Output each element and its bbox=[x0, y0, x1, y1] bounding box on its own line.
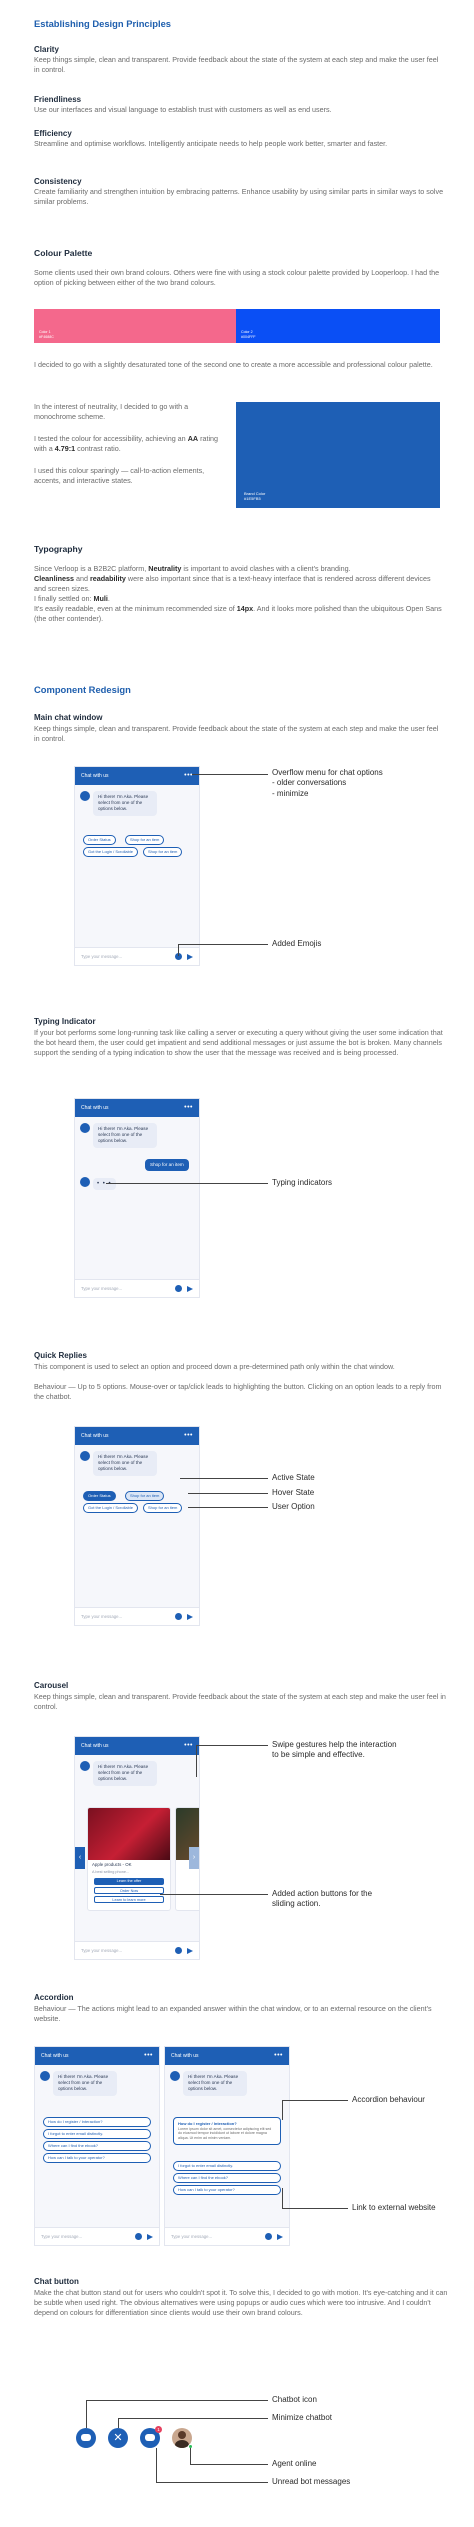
chat-input-placeholder: Type your message... bbox=[81, 1285, 123, 1291]
palette-heading: Colour Palette bbox=[34, 248, 93, 258]
swatch-color-1 bbox=[34, 309, 236, 343]
accordion-item[interactable]: I forgot to enter email distinctly. bbox=[43, 2129, 151, 2139]
palette-sparingly: I used this colour sparingly — call-to-action elements, accents, and interactive states. bbox=[34, 466, 205, 486]
typing-text: If your bot performs some long-running task like calling a server or executing a query without giving the user some indication that the bot heard them, the user could get impatient and send additional messages or just assume the bot is broken. Many channels support the sending of a typing indication to show the user that the message was received and is being processed. bbox=[34, 1028, 443, 1058]
annotation-line bbox=[86, 2400, 87, 2428]
quick-replies-text: This component is used to select an option and proceed down a pre-determined path only within the chat window. bbox=[34, 1362, 395, 1371]
palette-decision: I decided to go with a slightly desaturated tone of the second one to create a more accessible and professional colour palette. bbox=[34, 360, 433, 369]
principle-text: Create familiarity and strengthen intuition by embracing patterns. Enhance usability by using similar parts in similar ways to solve similar problems. bbox=[34, 187, 444, 207]
minimize-chatbot-button[interactable]: ✕ bbox=[108, 2428, 128, 2448]
principle-efficiency bbox=[34, 128, 444, 149]
chat-input[interactable] bbox=[75, 947, 199, 965]
chat-window-accordion-expanded bbox=[164, 2046, 290, 2246]
annotation-user-option: User Option bbox=[272, 1502, 315, 1511]
annotation-minimize: Minimize chatbot bbox=[272, 2413, 333, 2422]
quick-replies-behaviour: Behaviour — Up to 5 options. Mouse-over or tap/click leads to highlighting the button. Clicking on an option leads to a reply from the chatbot. bbox=[34, 1382, 442, 1402]
chat-input[interactable] bbox=[75, 1279, 199, 1297]
annotation-external-link: Link to external website bbox=[352, 2203, 436, 2212]
chat-window-quick-replies bbox=[74, 1426, 200, 1626]
main-window-text: Keep things simple, clean and transparent. Provide feedback about the state of the system at each step and make the user feel in control. bbox=[34, 724, 439, 744]
bot-avatar bbox=[80, 1761, 90, 1771]
annotation-swipe: Swipe gestures help the interaction to be simple and effective. bbox=[272, 1740, 397, 1760]
annotation-line bbox=[282, 2188, 283, 2208]
card-title: Apple products - OK bbox=[92, 1862, 132, 1867]
annotation-line bbox=[156, 2448, 157, 2482]
product-image bbox=[88, 1808, 170, 1860]
chatbot-launcher-button[interactable] bbox=[76, 2428, 96, 2448]
send-icon[interactable] bbox=[187, 1948, 193, 1954]
annotation-line bbox=[190, 2448, 191, 2464]
annotation-line bbox=[282, 2100, 348, 2101]
carousel-heading: Carousel bbox=[34, 1681, 69, 1690]
typography-line: I finally settled on: Muli. bbox=[34, 594, 110, 604]
annotation-active: Active State bbox=[272, 1473, 315, 1482]
typography-heading: Typography bbox=[34, 544, 83, 554]
bot-message: Hi there! I'm Aka. Please select from one of the options below. bbox=[93, 1123, 157, 1148]
typography-body bbox=[34, 564, 444, 624]
accordion-text: Behaviour — The actions might lead to an expanded answer within the chat window, or to an external resource on the client's website. bbox=[34, 2004, 432, 2024]
overflow-menu-icon[interactable]: ••• bbox=[144, 2052, 153, 2060]
chatbot-icon bbox=[81, 2434, 91, 2441]
chat-input[interactable] bbox=[75, 1607, 199, 1625]
annotation-line bbox=[196, 1745, 197, 1777]
quick-reply-option[interactable]: Got the Login / Scrollable bbox=[83, 1503, 138, 1513]
annotation-typing: Typing indicators bbox=[272, 1178, 333, 1187]
chat-input-placeholder: Type your message... bbox=[41, 2233, 83, 2239]
quick-reply-active[interactable]: Order Status bbox=[83, 1491, 116, 1501]
bot-avatar bbox=[80, 1123, 90, 1133]
accordion-item[interactable]: I forgot to enter email distinctly. bbox=[173, 2161, 281, 2171]
chat-header bbox=[165, 2047, 289, 2065]
typography-line: It's easily readable, even at the minimum recommended size of 14px. And it looks more polished than the ubiquitous Open Sans (the other contender). bbox=[34, 604, 442, 624]
quick-reply-option[interactable]: Got the Login / Scrollable bbox=[83, 847, 138, 857]
chatbot-icon bbox=[145, 2434, 155, 2441]
carousel-next-arrow-icon[interactable]: › bbox=[189, 1847, 199, 1869]
annotation-emojis: Added Emojis bbox=[272, 939, 322, 948]
emoji-icon[interactable] bbox=[175, 1947, 182, 1954]
chat-input[interactable] bbox=[35, 2227, 159, 2245]
main-window-heading: Main chat window bbox=[34, 713, 103, 722]
swatch-label: Brand Color #1E5FB5 bbox=[244, 491, 266, 502]
annotation-line bbox=[156, 2482, 268, 2483]
annotation-line bbox=[86, 2400, 268, 2401]
swatch-brand bbox=[236, 402, 440, 508]
chat-header bbox=[75, 1737, 199, 1755]
user-message: Shop for an item bbox=[145, 1159, 189, 1171]
principle-title: Consistency bbox=[34, 177, 82, 186]
annotation-line bbox=[282, 2100, 283, 2120]
principle-text: Use our interfaces and visual language to establish trust with customers as well as end users. bbox=[34, 105, 332, 115]
chatbot-unread-button[interactable] bbox=[140, 2428, 160, 2448]
annotation-action-buttons: Added action buttons for the sliding action. bbox=[272, 1889, 373, 1909]
typography-line: Since Verloop is a B2B2C platform, Neutrality is important to avoid clashes with a client's branding. bbox=[34, 564, 351, 573]
palette-tested: I tested the colour for accessibility, achieving an AA rating with a 4.79:1 contrast ratio. bbox=[34, 434, 219, 454]
accordion-heading: Accordion bbox=[34, 1993, 74, 2002]
quick-reply-option[interactable]: Shop for an item bbox=[125, 835, 164, 845]
annotation-line bbox=[196, 1745, 268, 1746]
principle-title: Friendliness bbox=[34, 95, 82, 104]
carousel-prev-arrow-icon[interactable]: ‹ bbox=[75, 1847, 85, 1869]
bot-avatar bbox=[80, 1451, 90, 1461]
chat-header bbox=[75, 1427, 199, 1445]
annotation-line bbox=[178, 944, 268, 945]
swatch-label: Color 2 #004FFF bbox=[241, 330, 256, 339]
chat-input-placeholder: Type your message... bbox=[81, 1947, 123, 1953]
accordion-item[interactable]: How do I register / Interaction? bbox=[43, 2117, 151, 2127]
chat-header bbox=[75, 767, 199, 785]
annotation-line bbox=[188, 1493, 268, 1494]
bot-avatar bbox=[80, 791, 90, 801]
annotation-line bbox=[106, 1183, 268, 1184]
chat-header bbox=[35, 2047, 159, 2065]
chat-window-main bbox=[74, 766, 200, 966]
emoji-icon[interactable] bbox=[175, 1613, 182, 1620]
chat-window-accordion-collapsed bbox=[34, 2046, 160, 2246]
quick-reply-option[interactable]: Order Status bbox=[83, 835, 116, 845]
card-action-button[interactable]: Learn to learn more bbox=[94, 1896, 164, 1903]
annotation-line bbox=[190, 2464, 268, 2465]
bot-avatar bbox=[80, 1177, 90, 1187]
swatch-color-2 bbox=[236, 309, 440, 343]
annotation-line bbox=[180, 1478, 268, 1479]
principle-title: Clarity bbox=[34, 45, 59, 54]
bot-avatar bbox=[170, 2071, 180, 2081]
agent-avatar-head bbox=[178, 2431, 186, 2439]
quick-reply-option[interactable]: Shop for an item bbox=[143, 847, 182, 857]
annotation-agent-online: Agent online bbox=[272, 2459, 317, 2468]
annotation-line bbox=[118, 2418, 268, 2419]
typing-indicator: • • • bbox=[93, 1178, 116, 1190]
bot-message: Hi there! I'm Aka. Please select from one of the options below. bbox=[183, 2071, 247, 2096]
unread-badge: 1 bbox=[155, 2426, 162, 2433]
chat-input-placeholder: Type your message... bbox=[81, 1613, 123, 1619]
send-icon[interactable] bbox=[277, 2234, 283, 2240]
bot-message: Hi there! I'm Aka. Please select from one of the options below. bbox=[93, 1451, 157, 1476]
overflow-menu-icon[interactable]: ••• bbox=[274, 2052, 283, 2060]
bot-message: Hi there! I'm Aka. Please select from one of the options below. bbox=[53, 2071, 117, 2096]
chat-input-placeholder: Type your message... bbox=[171, 2233, 213, 2239]
card-action-button[interactable]: Order Now bbox=[94, 1887, 164, 1894]
accordion-answer: Lorem ipsum dolor sit amet, consectetur adipiscing elit sed do eiusmod tempor incididunt ut labore et dolore magna aliqua. Ut enim ad minim veniam. bbox=[178, 2126, 272, 2141]
annotation-chatbot-icon: Chatbot icon bbox=[272, 2395, 317, 2404]
send-icon[interactable] bbox=[147, 2234, 153, 2240]
chat-input-placeholder: Type your message... bbox=[81, 953, 123, 959]
accordion-item-link[interactable]: How can I talk to your operator? bbox=[173, 2185, 281, 2195]
chat-button-text: Make the chat button stand out for users who couldn't spot it. To solve this, I decided to go with motion. It's eye-catching and it can be subtle when used right. The obvious alternatives were using popups or audio cues which were too intrusive. And I couldn't depend on colours for differentiation since clients would use their own brand colours. bbox=[34, 2288, 448, 2318]
bot-avatar bbox=[40, 2071, 50, 2081]
emoji-icon[interactable] bbox=[175, 1285, 182, 1292]
chat-window-carousel bbox=[74, 1736, 200, 1960]
accordion-item[interactable]: Where can I find the ebook? bbox=[173, 2173, 281, 2183]
principle-text: Keep things simple, clean and transparent. Provide feedback about the state of the system at each step and make the user feel in control. bbox=[34, 55, 439, 75]
send-icon[interactable] bbox=[187, 1614, 193, 1620]
send-icon[interactable] bbox=[187, 954, 193, 960]
chat-window-typing bbox=[74, 1098, 200, 1298]
annotation-unread: Unread bot messages bbox=[272, 2477, 351, 2486]
card-action-button[interactable]: Learn the offer bbox=[94, 1878, 164, 1885]
send-icon[interactable] bbox=[187, 1286, 193, 1292]
principle-title: Efficiency bbox=[34, 129, 72, 138]
chat-title: Chat with us bbox=[171, 2052, 199, 2059]
annotation-line bbox=[188, 1507, 268, 1508]
typing-heading: Typing Indicator bbox=[34, 1017, 96, 1026]
emoji-icon[interactable] bbox=[135, 2233, 142, 2240]
swatch-label: Color 1 #F4688C bbox=[39, 330, 54, 339]
quick-reply-option[interactable]: Shop for an item bbox=[143, 1503, 182, 1513]
chat-title: Chat with us bbox=[81, 1432, 109, 1439]
annotation-line bbox=[192, 774, 268, 775]
annotation-line bbox=[160, 1894, 268, 1895]
annotation-hover: Hover State bbox=[272, 1488, 315, 1497]
chat-header bbox=[75, 1099, 199, 1117]
annotation-overflow-menu: Overflow menu for chat options - older conversations - minimize bbox=[272, 768, 383, 798]
chat-input[interactable] bbox=[75, 1941, 199, 1959]
overflow-menu-icon[interactable]: ••• bbox=[184, 1104, 193, 1112]
quick-replies-heading: Quick Replies bbox=[34, 1351, 87, 1360]
agent-avatar-body bbox=[175, 2440, 189, 2448]
chat-title: Chat with us bbox=[41, 2052, 69, 2059]
overflow-menu-icon[interactable]: ••• bbox=[184, 772, 193, 780]
chat-title: Chat with us bbox=[81, 772, 109, 779]
annotation-line bbox=[178, 944, 179, 956]
chat-input[interactable] bbox=[165, 2227, 289, 2245]
overflow-menu-icon[interactable]: ••• bbox=[184, 1432, 193, 1440]
principles-heading: Establishing Design Principles bbox=[34, 18, 172, 29]
principle-clarity bbox=[34, 44, 444, 75]
principle-consistency bbox=[34, 176, 444, 207]
principle-text: Streamline and optimise workflows. Intelligently anticipate needs to help people work better, smarter and faster. bbox=[34, 139, 388, 149]
palette-neutrality: In the interest of neutrality, I decided to go with a monochrome scheme. bbox=[34, 402, 189, 422]
palette-intro: Some clients used their own brand colours. Others were fine with using a stock colour palette provided by Looperloop. I had the option of picking between either of the two brand colours. bbox=[34, 268, 440, 288]
annotation-accordion-behaviour: Accordion behaviour bbox=[352, 2095, 425, 2104]
chat-button-heading: Chat button bbox=[34, 2277, 79, 2286]
bot-message: Hi there! I'm Aka. Please select from one of the options below. bbox=[93, 1761, 157, 1786]
typography-line: Cleanliness and readability were also important since that is a text-heavy interface that is rendered across different devices and screen sizes. bbox=[34, 574, 431, 594]
principle-friendliness bbox=[34, 94, 444, 115]
card-subtitle: A best selling phone... bbox=[92, 1870, 130, 1875]
accordion-item[interactable]: How can I talk to your operator? bbox=[43, 2153, 151, 2163]
carousel-text: Keep things simple, clean and transparent. Provide feedback about the state of the system at each step and make the user feel in control. bbox=[34, 1692, 446, 1712]
redesign-heading: Component Redesign bbox=[34, 684, 131, 695]
annotation-line bbox=[118, 2418, 119, 2428]
overflow-menu-icon[interactable]: ••• bbox=[184, 1742, 193, 1750]
annotation-line bbox=[282, 2208, 348, 2209]
accordion-item[interactable]: Where can I find the ebook? bbox=[43, 2141, 151, 2151]
quick-reply-hover[interactable]: Shop for an item bbox=[125, 1491, 164, 1501]
emoji-icon[interactable] bbox=[265, 2233, 272, 2240]
accordion-item-expanded[interactable]: How do I register / Interaction? Lorem ipsum dolor sit amet, consectetur adipiscing elit sed do eiusmod tempor incididunt ut labore et dolore magna aliqua. Ut enim ad minim veniam. bbox=[173, 2117, 281, 2145]
chat-title: Chat with us bbox=[81, 1104, 109, 1111]
bot-message: Hi there! I'm Aka. Please select from one of the options below. bbox=[93, 791, 157, 816]
carousel-card[interactable] bbox=[87, 1807, 171, 1911]
chat-title: Chat with us bbox=[81, 1742, 109, 1749]
